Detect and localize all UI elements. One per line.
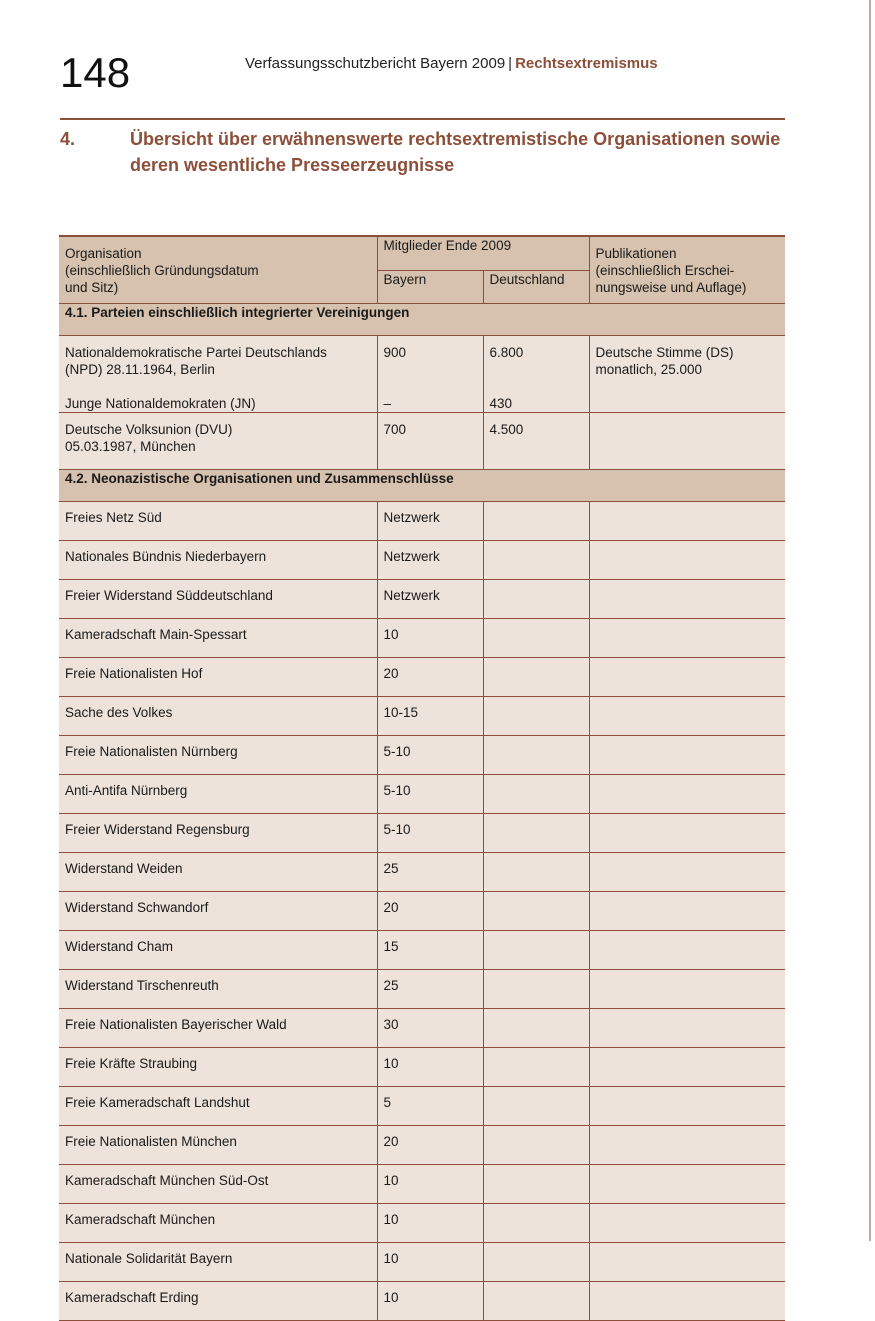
- table-row: [59, 970, 785, 1009]
- table-header-row: [59, 236, 785, 271]
- cell-publications: [589, 775, 785, 814]
- cell-publications: [589, 1204, 785, 1243]
- cell-deutschland: 6.800 430: [483, 336, 589, 413]
- cell-deutschland: [483, 541, 589, 580]
- page-number: 148: [60, 49, 131, 96]
- cell-organisation: Freier Widerstand Regensburg: [59, 814, 377, 853]
- cell-publications: [589, 1087, 785, 1126]
- table-row: [59, 775, 785, 814]
- table-row: [59, 1009, 785, 1048]
- cell-publications: [589, 541, 785, 580]
- cell-bayern: 5: [377, 1087, 483, 1126]
- cell-deutschland: [483, 1048, 589, 1087]
- section-title: 4.2. Neonazistische Organisationen und Zusammenschlüsse: [59, 470, 785, 502]
- cell-deutschland: [483, 1087, 589, 1126]
- header-publications: Publikationen (einschließlich Erschei- nungsweise und Auflage): [589, 236, 785, 304]
- cell-organisation: Freie Nationalisten Nürnberg: [59, 736, 377, 775]
- table-row: [59, 1204, 785, 1243]
- cell-publications: [589, 619, 785, 658]
- cell-bayern: 5-10: [377, 775, 483, 814]
- page-edge-line: [869, 0, 871, 1241]
- header-organisation: Organisation (einschließlich Gründungsdatum und Sitz): [59, 236, 377, 304]
- table-row: [59, 892, 785, 931]
- table-row: [59, 580, 785, 619]
- cell-deutschland: [483, 619, 589, 658]
- cell-organisation: Deutsche Volksunion (DVU) 05.03.1987, München: [59, 413, 377, 470]
- table-row: [59, 1126, 785, 1165]
- cell-bayern: 10: [377, 1282, 483, 1321]
- cell-publications: [589, 892, 785, 931]
- cell-organisation: Freie Nationalisten München: [59, 1126, 377, 1165]
- cell-deutschland: [483, 736, 589, 775]
- header-separator: |: [508, 55, 513, 72]
- cell-bayern: 10: [377, 1243, 483, 1282]
- cell-bayern: Netzwerk: [377, 541, 483, 580]
- cell-publications: [589, 580, 785, 619]
- cell-bayern: Netzwerk: [377, 580, 483, 619]
- table-row: [59, 1048, 785, 1087]
- section-row: [59, 470, 785, 502]
- cell-bayern: 30: [377, 1009, 483, 1048]
- running-header: [245, 55, 658, 72]
- cell-organisation: Sache des Volkes: [59, 697, 377, 736]
- cell-organisation: Freie Nationalisten Bayerischer Wald: [59, 1009, 377, 1048]
- cell-publications: [589, 931, 785, 970]
- cell-deutschland: [483, 1165, 589, 1204]
- cell-publications: [589, 1048, 785, 1087]
- table-row: [59, 814, 785, 853]
- cell-bayern: 20: [377, 1126, 483, 1165]
- cell-organisation: Freie Nationalisten Hof: [59, 658, 377, 697]
- cell-publications: [589, 1165, 785, 1204]
- cell-organisation: Freies Netz Süd: [59, 502, 377, 541]
- cell-bayern: 10-15: [377, 697, 483, 736]
- header-rule: [60, 118, 785, 120]
- cell-organisation: Nationales Bündnis Niederbayern: [59, 541, 377, 580]
- cell-deutschland: [483, 1126, 589, 1165]
- cell-publications: [589, 697, 785, 736]
- cell-organisation: Freier Widerstand Süddeutschland: [59, 580, 377, 619]
- cell-bayern: 900 –: [377, 336, 483, 413]
- cell-publications: Deutsche Stimme (DS) monatlich, 25.000: [589, 336, 785, 413]
- table-row: [59, 541, 785, 580]
- cell-bayern: 15: [377, 931, 483, 970]
- organisations-table: [59, 235, 785, 1321]
- cell-organisation: Freie Kräfte Straubing: [59, 1048, 377, 1087]
- cell-deutschland: [483, 1204, 589, 1243]
- cell-deutschland: [483, 814, 589, 853]
- cell-deutschland: [483, 853, 589, 892]
- cell-bayern: 10: [377, 619, 483, 658]
- cell-publications: [589, 970, 785, 1009]
- cell-bayern: 10: [377, 1048, 483, 1087]
- cell-publications: [589, 736, 785, 775]
- cell-organisation: Kameradschaft Erding: [59, 1282, 377, 1321]
- cell-bayern: 5-10: [377, 736, 483, 775]
- table-row: [59, 1282, 785, 1321]
- header-deutschland: Deutschland: [483, 271, 589, 304]
- cell-bayern: 5-10: [377, 814, 483, 853]
- cell-bayern: 25: [377, 970, 483, 1009]
- cell-publications: [589, 814, 785, 853]
- cell-bayern: 20: [377, 658, 483, 697]
- table-row: [59, 1243, 785, 1282]
- cell-organisation: Kameradschaft München: [59, 1204, 377, 1243]
- cell-deutschland: [483, 580, 589, 619]
- cell-bayern: 20: [377, 892, 483, 931]
- cell-publications: [589, 853, 785, 892]
- cell-bayern: 10: [377, 1204, 483, 1243]
- table-row: [59, 1165, 785, 1204]
- cell-organisation: Widerstand Cham: [59, 931, 377, 970]
- cell-organisation: Widerstand Schwandorf: [59, 892, 377, 931]
- cell-deutschland: [483, 892, 589, 931]
- chapter-number: 4.: [60, 129, 76, 149]
- cell-publications: [589, 1282, 785, 1321]
- cell-deutschland: [483, 658, 589, 697]
- chapter-title: Übersicht über erwähnenswerte rechtsextremistische Organisationen sowie deren wesentliche Presseerzeugnisse: [130, 129, 781, 175]
- table-row: [59, 619, 785, 658]
- cell-organisation: Widerstand Weiden: [59, 853, 377, 892]
- header-members: Mitglieder Ende 2009: [377, 236, 589, 271]
- cell-deutschland: [483, 775, 589, 814]
- cell-publications: [589, 413, 785, 470]
- table-row: [59, 1087, 785, 1126]
- cell-deutschland: [483, 1009, 589, 1048]
- table-row: [59, 336, 785, 413]
- cell-publications: [589, 658, 785, 697]
- cell-publications: [589, 1243, 785, 1282]
- table-row: [59, 502, 785, 541]
- cell-deutschland: [483, 697, 589, 736]
- cell-publications: [589, 502, 785, 541]
- cell-organisation: Freie Kameradschaft Landshut: [59, 1087, 377, 1126]
- cell-publications: [589, 1009, 785, 1048]
- table-row: [59, 413, 785, 470]
- cell-organisation: Kameradschaft München Süd-Ost: [59, 1165, 377, 1204]
- cell-organisation: Kameradschaft Main-Spessart: [59, 619, 377, 658]
- table-row: [59, 658, 785, 697]
- table-row: [59, 931, 785, 970]
- table-row: [59, 736, 785, 775]
- cell-bayern: 10: [377, 1165, 483, 1204]
- cell-organisation: Anti-Antifa Nürnberg: [59, 775, 377, 814]
- cell-deutschland: [483, 502, 589, 541]
- cell-organisation: Nationaldemokratische Partei Deutschlands (NPD) 28.11.1964, Berlin Junge Nationaldemokraten (JN): [59, 336, 377, 413]
- section-title: 4.1. Parteien einschließlich integrierter Vereinigungen: [59, 304, 785, 336]
- cell-deutschland: [483, 931, 589, 970]
- cell-bayern: 25: [377, 853, 483, 892]
- cell-bayern: 700: [377, 413, 483, 470]
- header-title: Verfassungsschutzbericht Bayern 2009: [245, 55, 506, 72]
- header-topic: Rechtsextremismus: [515, 55, 658, 72]
- cell-deutschland: [483, 1243, 589, 1282]
- header-bayern: Bayern: [377, 271, 483, 304]
- cell-organisation: Widerstand Tirschenreuth: [59, 970, 377, 1009]
- cell-deutschland: [483, 1282, 589, 1321]
- table-row: [59, 697, 785, 736]
- cell-organisation: Nationale Solidarität Bayern: [59, 1243, 377, 1282]
- cell-publications: [589, 1126, 785, 1165]
- table-row: [59, 853, 785, 892]
- cell-bayern: Netzwerk: [377, 502, 483, 541]
- section-row: [59, 304, 785, 336]
- cell-deutschland: 4.500: [483, 413, 589, 470]
- cell-deutschland: [483, 970, 589, 1009]
